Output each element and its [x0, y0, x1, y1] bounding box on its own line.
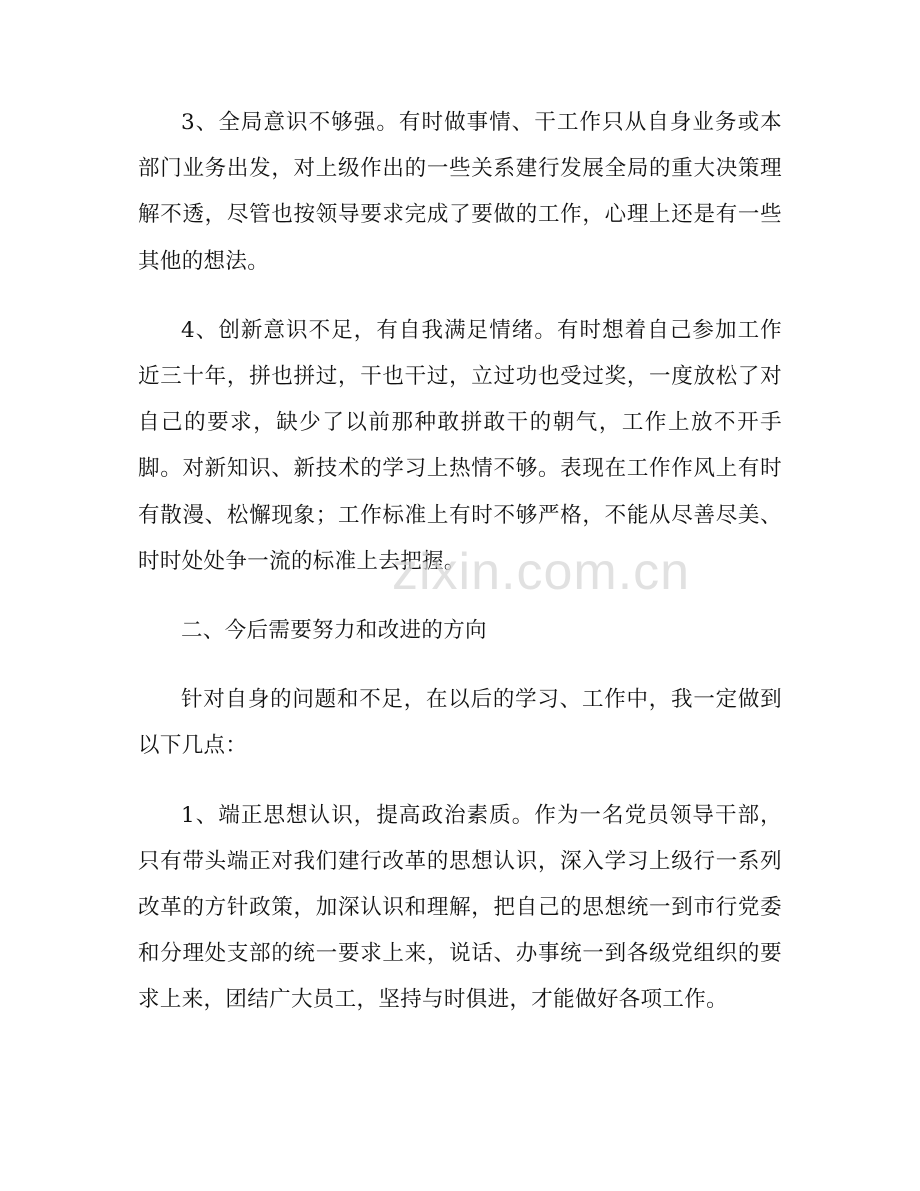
paragraph-item-3: 3、全局意识不够强。有时做事情、干工作只从自身业务或本部门业务出发，对上级作出的一些关系建行发展全局的重大决策理解不透，尽管也按领导要求完成了要做的工作，心理上还是有一些其他的想法。	[138, 110, 782, 274]
watermark-text: zixin.com.cn	[392, 543, 691, 601]
document-body	[138, 100, 782, 1024]
paragraph-intro: 针对自身的问题和不足，在以后的学习、工作中，我一定做到以下几点：	[138, 687, 782, 759]
section-heading-2: 二、今后需要努力和改进的方向	[181, 618, 487, 644]
paragraph-item-1: 1、端正思想认识，提高政治素质。作为一名党员领导干部，只有带头端正对我们建行改革的思想认识，深入学习上级行一系列改革的方针政策，加深认识和理解，把自己的思想统一到市行党委和分理处支部的统一要求上来，说话、办事统一到各级党组织的要求上来，团结广大员工，坚持与时俱进，才能做好各项工作。	[138, 802, 782, 1013]
paragraph-item-4: 4、创新意识不足，有自我满足情绪。有时想着自己参加工作近三十年，拼也拼过，干也干过，立过功也受过奖，一度放松了对自己的要求，缺少了以前那种敢拼敢干的朝气，工作上放不开手脚。对新知识、新技术的学习上热情不够。表现在工作作风上有时有散漫、松懈现象；工作标准上有时不够严格，不能从尽善尽美、时时处处争一流的标准上去把握。	[138, 317, 782, 574]
